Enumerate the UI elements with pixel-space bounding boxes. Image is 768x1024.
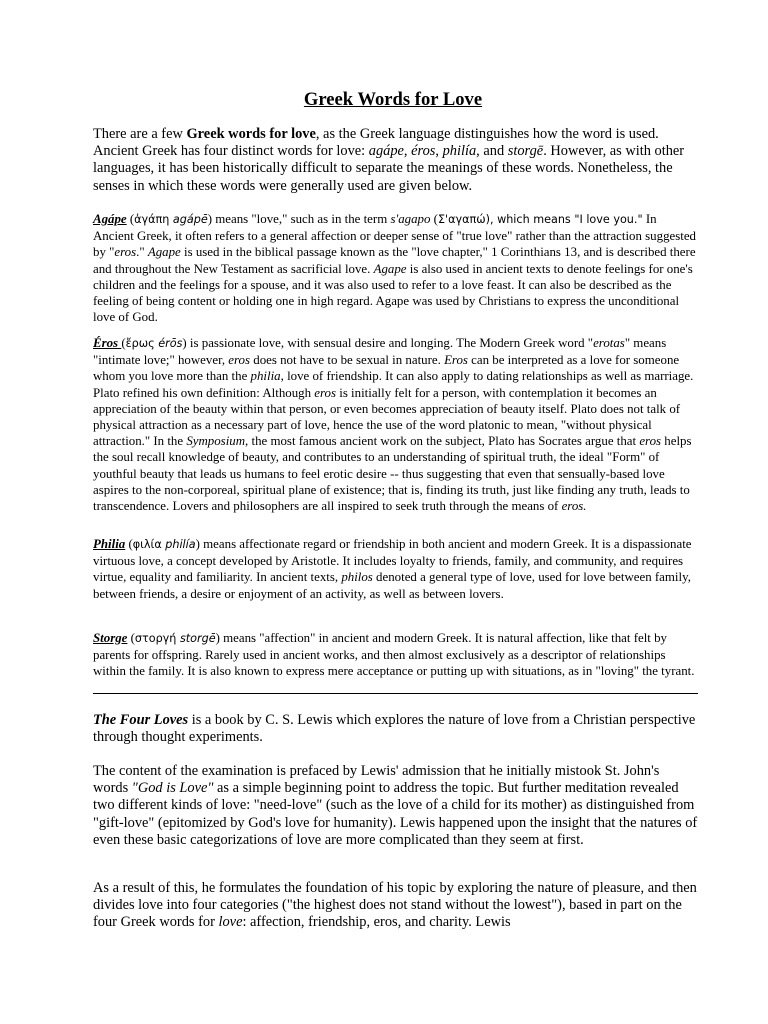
text-run: is initially felt for a person, with contemplation it becomes an appreciation of the beauty within that person, or even becomes appreciation of beauty itself. Plato does not talk of physical attraction as a necessary part of love, hence the use of the word platonic to mean, "without physical attraction." In the bbox=[93, 385, 681, 449]
text-run: is a book by C. S. Lewis which explores the nature of love from a Christian perspective through thought experiments. bbox=[93, 712, 696, 746]
bold-run: Greek words for love bbox=[186, 126, 316, 142]
text-run: is also used in ancient texts to denote feelings for one's children and the feelings for a spouse, and it was also used to refer to a love feast. It can also be described as the feeling of being content or holding one in high regard. Agape was used by Christians to express the unconditional love of God. bbox=[93, 261, 693, 325]
transliteration: storgē bbox=[176, 632, 216, 645]
text-run: ( bbox=[127, 631, 135, 645]
italic-run: agápe bbox=[368, 143, 404, 160]
text-run: There are a few bbox=[93, 126, 187, 142]
text-run: In Ancient Greek, it often refers to a general affection or deeper sense of "true love" rather than the attraction suggested by " bbox=[93, 212, 696, 260]
text-run: , the most famous ancient work on the subject, Plato has Socrates argue that bbox=[245, 434, 640, 449]
text-run: helps the soul recall knowledge of beauty, and contributes to an understanding of spiritual truth, the ideal "Form" of youthful beauty that leads us humans to feel erotic desire -- thus suggesting that even that sensually-based love aspires to the non-corporeal, spiritual plane of existence; that is, finding its truth, just like finding any truth, leads to transcendence. Lovers and philosophers are all inspired to seek truth through the means of bbox=[93, 434, 692, 514]
italic-run: eros. bbox=[561, 499, 587, 514]
text-run: ." bbox=[136, 245, 148, 260]
storge-paragraph bbox=[93, 630, 698, 680]
text-run: does not have to be sexual in nature. bbox=[250, 353, 445, 368]
text-run: As a result of this, he formulates the foundation of his topic by exploring the nature of pleasure, and then divides love into four categories ("the highest does not stand without the lowest"), based in part on the four Greek words for bbox=[93, 880, 697, 931]
italic-run: storgē bbox=[507, 143, 544, 160]
italic-run: love bbox=[218, 914, 243, 931]
text-run: ) means "affection" in ancient and modern Greek. It is natural affection, like that felt by parents for offspring. Rarely used in ancient works, and then almost exclusively as a descriptor of relationships within the family. It is also known to express mere acceptance or putting up with situations, as in "loving" the tyrant. bbox=[93, 631, 695, 679]
text-run: " means "intimate love;" however, bbox=[93, 336, 667, 368]
text-run: ( bbox=[121, 336, 126, 350]
philia-term: Philia bbox=[93, 537, 126, 551]
greek-word: ἀγάπη bbox=[134, 213, 170, 226]
greek-phrase: Σ'αγαπώ), which means "I love you." bbox=[437, 213, 643, 226]
text-run: ( bbox=[430, 212, 438, 226]
text-run: , love of friendship. It can also apply to dating relationships as well as marriage. Plato refined his own definition: Although bbox=[93, 369, 694, 400]
text-run: . However, as with other languages, it has been historically difficult to separate the meanings of these words. Nonetheless, the senses in which these words were generally used are given below. bbox=[93, 143, 685, 194]
eros-paragraph bbox=[93, 335, 698, 514]
intro-paragraph bbox=[93, 126, 698, 195]
italic-run: éros bbox=[411, 143, 436, 160]
transliteration: érōs bbox=[154, 337, 183, 350]
book-title: The Four Loves bbox=[93, 712, 189, 728]
storge-term: Storge bbox=[93, 631, 128, 645]
text-run: ( bbox=[126, 212, 135, 226]
text-run: as a simple beginning point to address the topic. But further meditation revealed two different kinds of love: "need-love" (such as the love of a child for its mother) as distinguished from "gift-love" (epitomized by God's love for humanity). Lewis happened upon the insight that the natures of even these basic categorizations of love are more complicated than they seem at first. bbox=[93, 780, 698, 848]
transliteration: philía bbox=[161, 538, 196, 551]
italic-run: Agape bbox=[147, 245, 181, 260]
text-run: is used in the biblical passage known as the "love chapter," 1 Corinthians 13, and is described there and throughout the New Testament as sacrificial love. bbox=[93, 245, 696, 276]
italic-run: eros bbox=[639, 434, 662, 449]
page-title: Greek Words for Love bbox=[303, 89, 483, 110]
text-run: ( bbox=[125, 537, 133, 551]
transliteration: agápē bbox=[169, 213, 208, 226]
italic-run: s'agapo bbox=[390, 212, 431, 226]
text-run: , bbox=[435, 143, 443, 160]
eros-term: Éros bbox=[93, 336, 122, 350]
italic-run: Eros bbox=[444, 353, 468, 368]
italic-run: Agape bbox=[373, 261, 407, 276]
italic-run: philos bbox=[341, 570, 373, 585]
four-loves-paragraph bbox=[93, 712, 698, 746]
text-run: , as the Greek language distinguishes how the word is used. Ancient Greek has four distinct words for love: bbox=[93, 126, 659, 160]
text-run: : affection, friendship, eros, and charity. Lewis bbox=[242, 914, 511, 931]
agape-term: Agápe bbox=[93, 212, 127, 226]
italic-run: eros bbox=[114, 245, 137, 260]
text-run: , bbox=[403, 143, 412, 160]
text-run: , and bbox=[476, 143, 508, 160]
text-run: ) is passionate love, with sensual desire and longing. The Modern Greek word " bbox=[182, 336, 594, 350]
greek-word: φιλία bbox=[132, 538, 162, 551]
text-run: can be interpreted as a love for someone whom you love more than the bbox=[93, 353, 680, 384]
italic-run: philía bbox=[442, 143, 477, 160]
text-run: denoted a general type of love, used for love between family, between friends, a desire or enjoyment of an activity, as well as between lovers. bbox=[93, 570, 691, 601]
italic-run: philia bbox=[250, 369, 281, 384]
text-run: ) means affectionate regard or friendship in both ancient and modern Greek. It is a dispassionate virtuous love, a concept developed by Aristotle. It includes loyalty to friends, family, and community, and requires virtue, equality and familiarity. In ancient texts, bbox=[93, 537, 692, 585]
examination-paragraph bbox=[93, 763, 698, 849]
agape-paragraph bbox=[93, 211, 698, 325]
result-paragraph bbox=[93, 880, 698, 932]
philia-paragraph bbox=[93, 536, 698, 602]
italic-run: eros bbox=[314, 385, 337, 400]
italic-run: eros bbox=[228, 353, 251, 368]
text-run: ) means "love," such as in the term bbox=[207, 212, 391, 226]
italic-run: "God is Love" bbox=[131, 780, 214, 797]
section-divider bbox=[93, 693, 698, 694]
italic-run: Symposium bbox=[186, 434, 246, 449]
text-run: The content of the examination is prefaced by Lewis' admission that he initially mistook St. John's words bbox=[93, 763, 660, 797]
greek-word: ἔρως bbox=[125, 337, 155, 350]
greek-word: στοργή bbox=[134, 632, 177, 645]
italic-run: erotas bbox=[593, 336, 625, 350]
